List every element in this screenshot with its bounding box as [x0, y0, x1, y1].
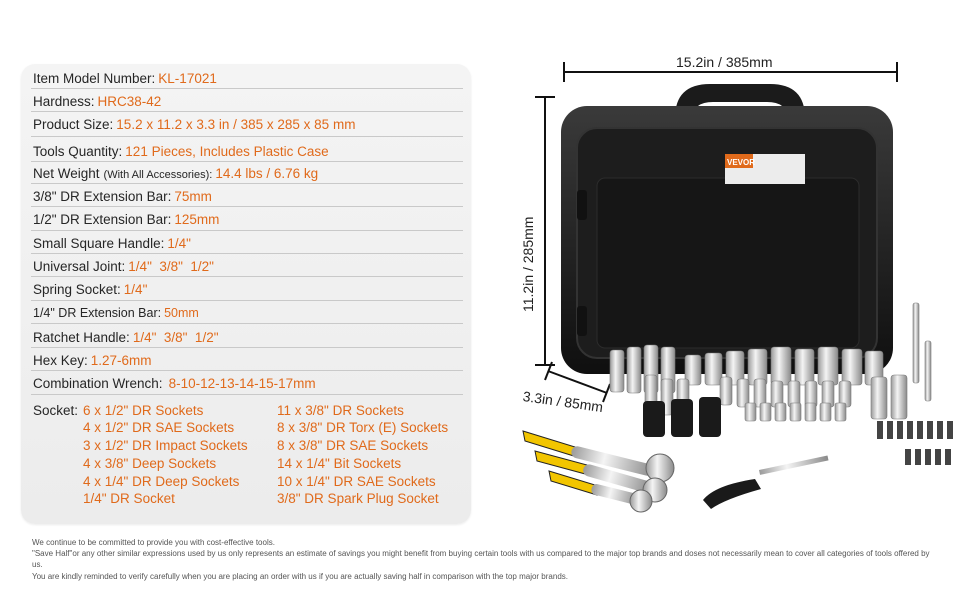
spec-label-note: (With All Accessories): — [103, 169, 213, 181]
spec-label: Hex Key: — [33, 353, 88, 368]
socket-item: 11 x 3/8" DR Sockets — [277, 403, 404, 418]
footnote-line: We continue to be committed to provide you with cost-effective tools. — [32, 538, 275, 547]
spec-label: 1/2" DR Extension Bar: — [33, 212, 172, 227]
spec-label: Spring Socket: — [33, 282, 121, 297]
spec-value: 1/4" — [123, 282, 148, 297]
socket-item: 1/4" DR Socket — [83, 491, 175, 506]
spec-label: Item Model Number: — [33, 71, 156, 86]
width-dimension-label: 15.2in / 385mm — [676, 54, 773, 70]
spec-value: KL-17021 — [158, 71, 217, 86]
socket-item: 3/8" DR Spark Plug Socket — [277, 491, 439, 506]
spec-label: Small Square Handle: — [33, 236, 165, 251]
spec-label: Combination Wrench: — [33, 376, 163, 391]
socket-item: 8 x 3/8" DR SAE Sockets — [277, 438, 429, 453]
tools-image — [515, 295, 965, 520]
spec-value: 1/4" 3/8" 1/2" — [132, 330, 219, 345]
footnote-line: You are kindly reminded to verify carefully when you are placing an order with us if you are actually saving half in comparison with the top major brands. — [32, 572, 568, 581]
spec-label: Universal Joint: — [33, 259, 126, 274]
socket-item: 8 x 3/8" DR Torx (E) Sockets — [277, 420, 449, 435]
spec-value: 121 Pieces, Includes Plastic Case — [125, 144, 329, 159]
spec-value: 1/4" 3/8" 1/2" — [128, 259, 214, 274]
spec-value: 1/4" — [167, 236, 191, 251]
spec-value: 50mm — [164, 306, 199, 320]
socket-title: Socket: — [33, 403, 79, 418]
spec-label: Tools Quantity: — [33, 144, 123, 159]
spec-value: 15.2 x 11.2 x 3.3 in / 385 x 285 x 85 mm — [116, 117, 356, 132]
socket-item: 10 x 1/4" DR SAE Sockets — [277, 474, 436, 489]
spec-value: 75mm — [174, 189, 212, 204]
spec-value: 1.27-6mm — [90, 353, 152, 368]
socket-item: 6 x 1/2" DR Sockets — [83, 403, 204, 418]
spec-label: 3/8" DR Extension Bar: — [33, 189, 172, 204]
spec-label: Product Size: — [33, 117, 114, 132]
height-dimension-label: 11.2in / 285mm — [520, 216, 536, 312]
brand-logo: VEVOR — [727, 158, 756, 167]
spec-value: 8-10-12-13-14-15-17mm — [168, 376, 316, 391]
spec-value: 14.4 lbs / 6.76 kg — [215, 166, 319, 181]
socket-item: 14 x 1/4" Bit Sockets — [277, 456, 402, 471]
socket-item: 4 x 3/8" Deep Sockets — [83, 456, 217, 471]
depth-dimension-label: 3.3in / 85mm — [521, 388, 605, 416]
footnote-line: "Save Half"or any other similar expressions used by us only represents an estimate of savings you might benefit from buying certain tools with us compared to the major top brands and doses not necessarily mean to cover all categories of tools offered by us. — [32, 549, 930, 569]
socket-item: 4 x 1/2" DR SAE Sockets — [83, 420, 235, 435]
spec-label: Ratchet Handle: — [33, 330, 130, 345]
socket-item: 4 x 1/4" DR Deep Sockets — [83, 474, 240, 489]
spec-label: Hardness: — [33, 94, 95, 109]
spec-label: 1/4" DR Extension Bar: — [33, 306, 162, 320]
spec-value: HRC38-42 — [97, 94, 162, 109]
spec-label: Net Weight — [33, 166, 100, 181]
socket-item: 3 x 1/2" DR Impact Sockets — [83, 438, 248, 453]
spec-value: 125mm — [174, 212, 220, 227]
